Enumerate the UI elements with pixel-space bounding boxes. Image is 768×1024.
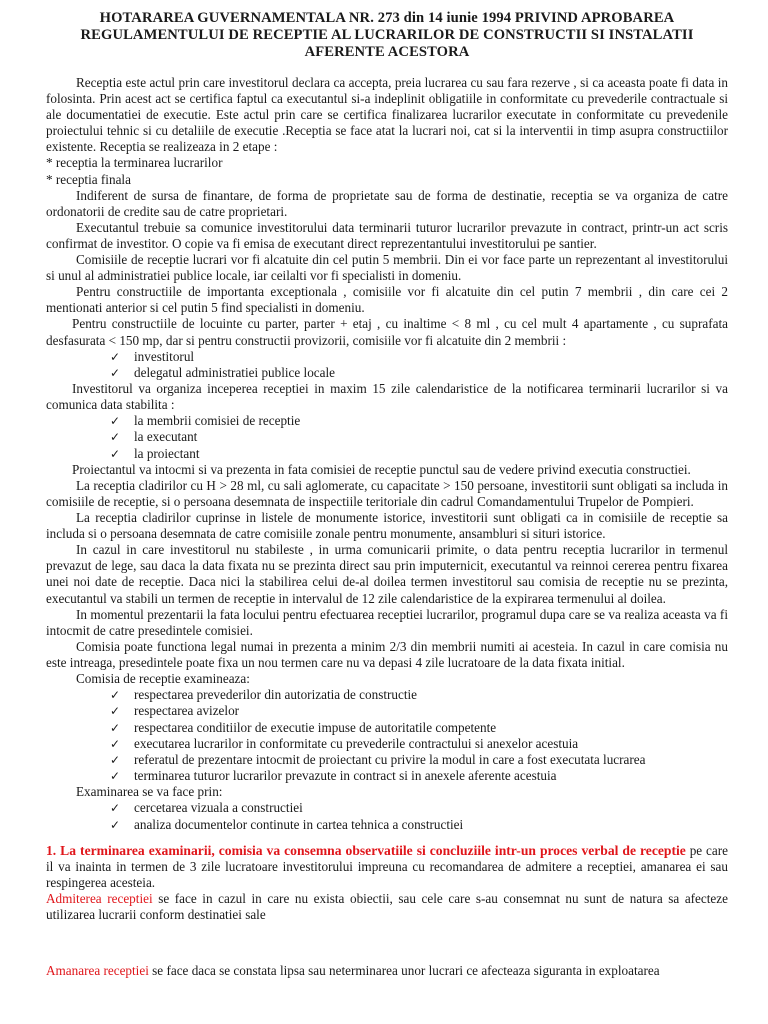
check-icon: ✓ [110,446,121,461]
list-examines [46,687,728,784]
paragraph-admission [46,891,728,923]
check-icon: ✓ [110,817,121,832]
document-title [46,10,728,61]
paragraph-intro: Receptia este actul prin care investitorul declara ca accepta, preia lucrarea cu sau fara rezerve , si ca aceasta poate fi data in folosinta. Prin acest act se certifica faptul ca executantul si-a indeplinit obligatiile in conformitate cu prevederile contractuale si ale documentatiei de executie. Este actul prin care se certifica finalizarea lucrarilor executate in conformitate cu prevedenile proiectului tehnic si cu detaliile de executie .Receptia se face atat la lucrari noi, cat si la interventii in timp asupra constructiilor existente. Receptia se realizeaza in 2 etape : [46,75,728,155]
spacer [46,923,728,963]
paragraph-tall-buildings: La receptia cladirilor cu H > 28 ml, cu sali aglomerate, cu capacitate > 150 persoane, investitorii sunt obligati sa includa in comisiile de receptie, si o persoana desemnata de inspectiile teritoriale din cadrul Comandamentului Trupelor de Pompieri. [46,477,728,509]
list-item: ✓ terminarea tuturor lucrarilor prevazute in contract si in anexele aferente acestuia [110,768,557,784]
paragraph-no-date: In cazul in care investitorul nu stabileste , in urma comunicarii primite, o data pentru receptia lucrarilor in termenul prevazut de lege, sau daca la data fixata nu se prezinta direct sau prin imputernicit, executantul va reinnoi cererea pentru fixarea unei noi date de receptie. Daca nici la stabilirea celui de-al doilea termen investitorul sau comisia de receptie nu se prezinta, executantul va stabili un termen de receptie in intervalul de 12 zile calendaristice de la expirarea termenului al doilea. [46,542,728,606]
admission-term: Admiterea receptiei [46,891,153,907]
check-icon: ✓ [110,349,121,364]
point-1-heading: 1. La terminarea examinarii, comisia va consemna observatiile si concluziile intr-un proces verbal de receptie [46,842,686,858]
paragraph-start: Investitorul va organiza inceperea receptiei in maxim 15 zile calendaristice de la notificarea terminarii lucrarilor si va comunica data stabilita : [46,381,728,413]
list-members [46,349,728,381]
postpone-text: se face daca se constata lipsa sau neterminarea unor lucrari ce afecteaza siguranta in exploatarea [148,963,660,979]
postpone-term: Amanarea receptiei [46,963,149,979]
paragraph-designer: Proiectantul va intocmi si va prezenta in fata comisiei de receptie punctul sau de vedere privind executia constructiei. [72,461,691,477]
paragraph-point-1 [46,843,728,891]
list-notify [46,413,728,462]
paragraph-program: In momentul prezentarii la fata locului pentru efectuarea receptiei lucrarilor, programul dupa care se va realiza aceasta va fi intocmit de catre presedintele comisiei. [46,606,728,638]
list-item: ✓ referatul de prezentare intocmit de proiectant cu privire la modul in care a fost executata lucrarea [110,751,646,767]
list-item: ✓ respectarea avizelor [110,703,240,719]
list-item: ✓ la membrii comisiei de receptie [110,413,301,429]
paragraph-quorum: Comisia poate functiona legal numai in prezenta a minim 2/3 din membrii numiti ai acesteia. In cazul in care comisia nu este intreaga, presedintele poate fixa un nou termen care nu va depasi 4 zile lucratoare de la data fixata initial. [46,638,728,670]
title-line-3: AFERENTE ACESTORA [304,44,470,60]
paragraph-postpone [46,963,728,979]
stage-item-2: * receptia finala [46,171,131,187]
title-line-2: REGULAMENTULUI DE RECEPTIE AL LUCRARILOR DE CONSTRUCTII SI INSTALATII [80,27,694,43]
check-icon: ✓ [110,365,121,380]
paragraph-executant: Executantul trebuie sa comunice investitorului data terminarii tuturor lucrarilor prevazute in contract, printr-un act scris confirmat de investitor. O copie va fi emisa de executant direct reprezentantului investitorului pe santier. [46,219,728,251]
check-icon: ✓ [110,801,121,816]
list-exam-by [46,800,728,832]
point-1-text: pe care il va inainta in termen de 3 zile lucratoare investitorului impreuna cu recomandarea de admitere a receptiei, amanarea ei sau respingerea acesteia. [46,842,728,891]
list-item: ✓ respectarea prevederilor din autorizatia de constructie [110,687,418,703]
paragraph-exam-by: Examinarea se va face prin: [76,784,223,800]
paragraph-housing: Pentru constructiile de locuinte cu parter, parter + etaj , cu inaltime < 8 ml , cu cel mult 4 apartamente , cu suprafata desfasurata < 150 mp, dar si pentru constructii provizorii, comisiile vor fi alcatuite din 2 membrii : [46,316,728,348]
list-item: ✓ delegatul administratiei publice locale [110,364,336,380]
title-line-1: HOTARAREA GUVERNAMENTALA NR. 273 din 14 iunie 1994 PRIVIND APROBAREA [99,10,675,26]
list-item: ✓ analiza documentelor continute in cartea tehnica a constructiei [110,816,464,832]
paragraph-commissions: Comisiile de receptie lucrari vor fi alcatuite din cel putin 5 membrii. Din ei vor face parte un reprezentant al investitorului si unul al administratiei publice locale, iar ceilalti vor fi specialisti in domeniu. [46,252,728,284]
paragraph-examines: Comisia de receptie examineaza: [76,671,250,687]
list-item: ✓ respectarea conditiilor de executie impuse de autoritatile competente [110,719,497,735]
check-icon: ✓ [110,752,121,767]
check-icon: ✓ [110,414,121,429]
check-icon: ✓ [110,688,121,703]
stage-item-1: * receptia la terminarea lucrarilor [46,155,223,171]
paragraph-funding: Indiferent de sursa de finantare, de forma de proprietate sau de forma de destinatie, receptia se va organiza de catre ordonatorii de credite sau de catre proprietari. [46,187,728,219]
list-item: ✓ executarea lucrarilor in conformitate cu prevederile contractului si anexelor acestuia [110,735,579,751]
list-item: ✓ cercetarea vizuala a constructiei [110,800,303,816]
list-item: ✓ la proiectant [110,445,200,461]
paragraph-monuments: La receptia cladirilor cuprinse in listele de monumente istorice, investitorii sunt obligati ca in comisiile de receptie sa includa si o persoana desemnata de catre comisiile zonale pentru monumente, ansambluri si situri istorice. [46,510,728,542]
check-icon: ✓ [110,430,121,445]
check-icon: ✓ [110,720,121,735]
admission-text: se face in cazul in care nu exista obiectii, sau cele care s-au consemnat nu sunt de natura sa afecteze utilizarea lucrarii conform destinatiei sale [46,891,728,923]
list-item: ✓ investitorul [110,348,195,364]
paragraph-exceptional: Pentru constructiile de importanta exceptionala , comisiile vor fi alcatuite din cel putin 7 membrii , din care cei 2 mentionati anterior si cel putin 5 find specialisti in domeniu. [46,284,728,316]
check-icon: ✓ [110,736,121,751]
check-icon: ✓ [110,769,121,784]
check-icon: ✓ [110,704,121,719]
spacer [46,833,728,843]
list-item: ✓ la executant [110,429,198,445]
